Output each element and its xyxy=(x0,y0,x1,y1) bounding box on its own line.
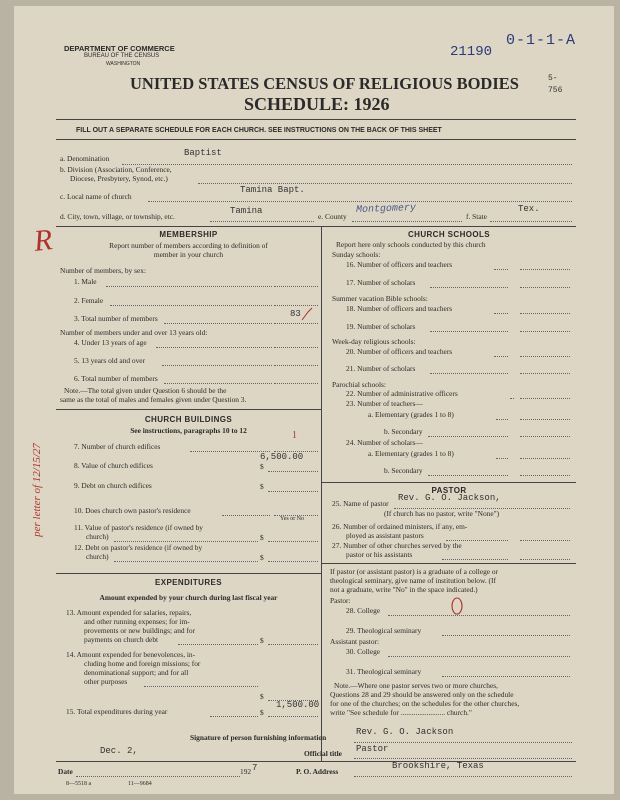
year-prefix: 192 xyxy=(240,767,252,776)
county-value: Montgomery xyxy=(355,202,417,217)
q28-label: 28. College xyxy=(346,606,381,615)
q8-value: 6,500.00 xyxy=(260,452,304,462)
q23a-label: a. Elementary (grades 1 to 8) xyxy=(368,410,454,419)
expenditures-title: EXPENDITURES xyxy=(154,578,223,587)
q15-value: 1,500.00 xyxy=(276,700,320,710)
q14-line-4: other purposes xyxy=(84,677,128,686)
signature-label: Signature of person furnishing information xyxy=(190,733,327,742)
title-value: Pastor xyxy=(356,744,389,754)
q5-label: 5. 13 years old and over xyxy=(74,356,146,365)
address-value: Brookshire, Texas xyxy=(392,761,484,771)
margin-note: per letter of 12/15/27 xyxy=(30,443,43,537)
code-top: 5- xyxy=(548,74,558,83)
q14-line-2: cluding home and foreign missions; for xyxy=(84,659,201,668)
pastor-sublabel: Pastor: xyxy=(330,596,351,605)
state-label: f. State xyxy=(466,212,487,221)
q4-label: 4. Under 13 years of age xyxy=(74,338,147,347)
q3-value: 83 xyxy=(290,309,301,319)
grad-line-1: If pastor (or assistant pastor) is a graduate of a college or xyxy=(330,567,499,576)
q2-label: 2. Female xyxy=(74,296,104,305)
q13-line-1: 13. Amount expended for salaries, repairs, xyxy=(66,608,192,617)
date-label: Date xyxy=(58,767,73,776)
q29-label: 29. Theological seminary xyxy=(346,626,422,635)
assistant-sublabel: Assistant pastor: xyxy=(330,637,380,646)
city-value: Tamina xyxy=(230,206,263,216)
q15-label: 15. Total expenditures during year xyxy=(66,707,168,716)
q13-dollar: $ xyxy=(260,636,264,645)
city-label: d. City, town, village, or township, etc. xyxy=(60,212,175,221)
q25-note: (If church has no pastor, write "None") xyxy=(384,509,500,518)
red-zero-mark xyxy=(450,596,464,616)
q30-label: 30. College xyxy=(346,647,381,656)
q8-dollar: $ xyxy=(260,462,264,471)
red-letter-mark: R xyxy=(32,223,54,258)
q22-label: 22. Number of administrative officers xyxy=(346,389,458,398)
pastor-title: PASTOR xyxy=(431,486,467,495)
department-name: DEPARTMENT OF COMMERCE xyxy=(64,44,175,53)
q13-line-2: and other running expenses; for im- xyxy=(84,617,190,626)
q12-label-2: church) xyxy=(86,552,109,561)
division-label-1: b. Division (Association, Conference, xyxy=(60,165,172,174)
q10-label: 10. Does church own pastor's residence xyxy=(74,506,191,515)
red-tick-mark xyxy=(300,306,316,326)
q14-dollar: $ xyxy=(260,692,264,701)
buildings-title: CHURCH BUILDINGS xyxy=(144,415,233,424)
q7-value: 1 xyxy=(292,430,297,441)
members-by-age: Number of members under and over 13 years old: xyxy=(60,328,208,337)
weekday-schools-label: Week-day religious schools: xyxy=(332,337,416,346)
instruction-line: FILL OUT A SEPARATE SCHEDULE FOR EACH CHURCH. SEE INSTRUCTIONS ON THE BACK OF THIS SHEET xyxy=(76,127,442,134)
membership-title: MEMBERSHIP xyxy=(159,230,218,239)
q26-label-2: ployed as assistant pastors xyxy=(346,531,424,540)
q21-label: 21. Number of scholars xyxy=(346,364,416,373)
q23b-label: b. Secondary xyxy=(384,427,423,436)
local-name-value: Tamina Bapt. xyxy=(240,185,305,195)
buildings-sub: See instructions, paragraphs 10 to 12 xyxy=(130,426,247,435)
grad-line-2: theological seminary, give name of institution below. (If xyxy=(330,576,496,585)
denomination-label: a. Denomination xyxy=(60,154,110,163)
membership-intro-2: member in your church xyxy=(153,250,224,259)
membership-note-1: Note.—The total given under Question 6 should be the xyxy=(64,386,227,395)
q27-label-2: pastor or his assistants xyxy=(346,550,413,559)
print-number: 11—9684 xyxy=(128,781,152,787)
membership-note-2: same as the total of males and females given under Question 3. xyxy=(60,395,247,404)
q1-label: 1. Male xyxy=(74,277,97,286)
signature-value: Rev. G. O. Jackson xyxy=(356,727,454,737)
bureau-name: BUREAU OF THE CENSUS xyxy=(84,53,160,59)
parochial-schools-label: Parochial schools: xyxy=(332,380,386,389)
q11-label-1: 11. Value of pastor's residence (if owned by xyxy=(74,523,203,532)
q13-line-3: provements or new buildings; and for xyxy=(84,626,196,635)
census-schedule-page xyxy=(14,6,614,794)
q8-label: 8. Value of church edifices xyxy=(74,461,153,470)
q25-value: Rev. G. O. Jackson, xyxy=(398,493,501,503)
summer-schools-label: Summer vacation Bible schools: xyxy=(332,294,428,303)
form-number: 8—5518 a xyxy=(66,781,92,787)
grad-line-3: not a graduate, write "No" in the space indicated.) xyxy=(330,585,478,594)
city-name: WASHINGTON xyxy=(106,61,141,67)
q24a-label: a. Elementary (grades 1 to 8) xyxy=(368,449,454,458)
q11-dollar: $ xyxy=(260,533,264,542)
expenditures-sub: Amount expended by your church during last fiscal year xyxy=(99,593,278,602)
address-label: P. O. Address xyxy=(296,767,339,776)
state-value: Tex. xyxy=(518,204,540,214)
q12-dollar: $ xyxy=(260,553,264,562)
local-name-label: c. Local name of church xyxy=(60,192,132,201)
q26-label-1: 26. Number of ordained ministers, if any, em- xyxy=(332,522,468,531)
yes-no-hint: Yes or No xyxy=(280,516,305,522)
q14-line-1: 14. Amount expended for benevolences, in- xyxy=(66,650,196,659)
q15-dollar: $ xyxy=(260,708,264,717)
division-label-2: Diocese, Presbytery, Synod, etc.) xyxy=(70,174,168,183)
sunday-schools-label: Sunday schools: xyxy=(332,250,381,259)
form-subtitle: SCHEDULE: 1926 xyxy=(244,94,390,114)
q27-label-1: 27. Number of other churches served by the xyxy=(332,541,462,550)
pastor-note-2: Questions 28 and 29 should be answered only on the schedule xyxy=(330,690,514,699)
members-by-sex: Number of members, by sex: xyxy=(60,266,146,275)
q24-label: 24. Number of scholars— xyxy=(346,438,423,447)
pastor-note-4: write "See schedule for ........................ church." xyxy=(330,708,472,717)
q6-label: 6. Total number of members xyxy=(74,374,158,383)
q16-label: 16. Number of officers and teachers xyxy=(346,260,453,269)
q25-label: 25. Name of pastor xyxy=(332,499,389,508)
q12-label-1: 12. Debt on pastor's residence (if owned by xyxy=(74,543,203,552)
q23-label: 23. Number of teachers— xyxy=(346,399,423,408)
stamp-number: 21190 xyxy=(450,44,493,60)
q31-label: 31. Theological seminary xyxy=(346,667,422,676)
pastor-note-3: for one of the churches; on the schedules for the other churches, xyxy=(330,699,520,708)
pastor-note-1: Note.—Where one pastor serves two or more churches, xyxy=(334,681,498,690)
form-title: UNITED STATES CENSUS OF RELIGIOUS BODIES xyxy=(130,74,519,93)
schools-title: CHURCH SCHOOLS xyxy=(407,230,491,239)
q11-label-2: church) xyxy=(86,532,109,541)
classification-code: 0-1-1-A xyxy=(506,32,577,49)
code-bottom: 756 xyxy=(548,86,563,95)
q13-line-4: payments on church debt xyxy=(84,635,159,644)
q17-label: 17. Number of scholars xyxy=(346,278,416,287)
q14-line-3: denominational support; and for all xyxy=(84,668,189,677)
q18-label: 18. Number of officers and teachers xyxy=(346,304,453,313)
denomination-value: Baptist xyxy=(184,148,222,158)
q3-label: 3. Total number of members xyxy=(74,314,158,323)
q9-label: 9. Debt on church edifices xyxy=(74,481,152,490)
q7-label: 7. Number of church edifices xyxy=(74,442,161,451)
q9-dollar: $ xyxy=(260,482,264,491)
county-label: e. County xyxy=(318,212,347,221)
q20-label: 20. Number of officers and teachers xyxy=(346,347,453,356)
title-label: Official title xyxy=(304,749,342,758)
year-digit: 7 xyxy=(252,763,258,773)
date-value: Dec. 2, xyxy=(100,746,138,756)
membership-intro-1: Report number of members according to definition of xyxy=(109,241,268,250)
schools-sub: Report here only schools conducted by this church xyxy=(336,240,486,249)
q19-label: 19. Number of scholars xyxy=(346,322,416,331)
q24b-label: b. Secondary xyxy=(384,466,423,475)
